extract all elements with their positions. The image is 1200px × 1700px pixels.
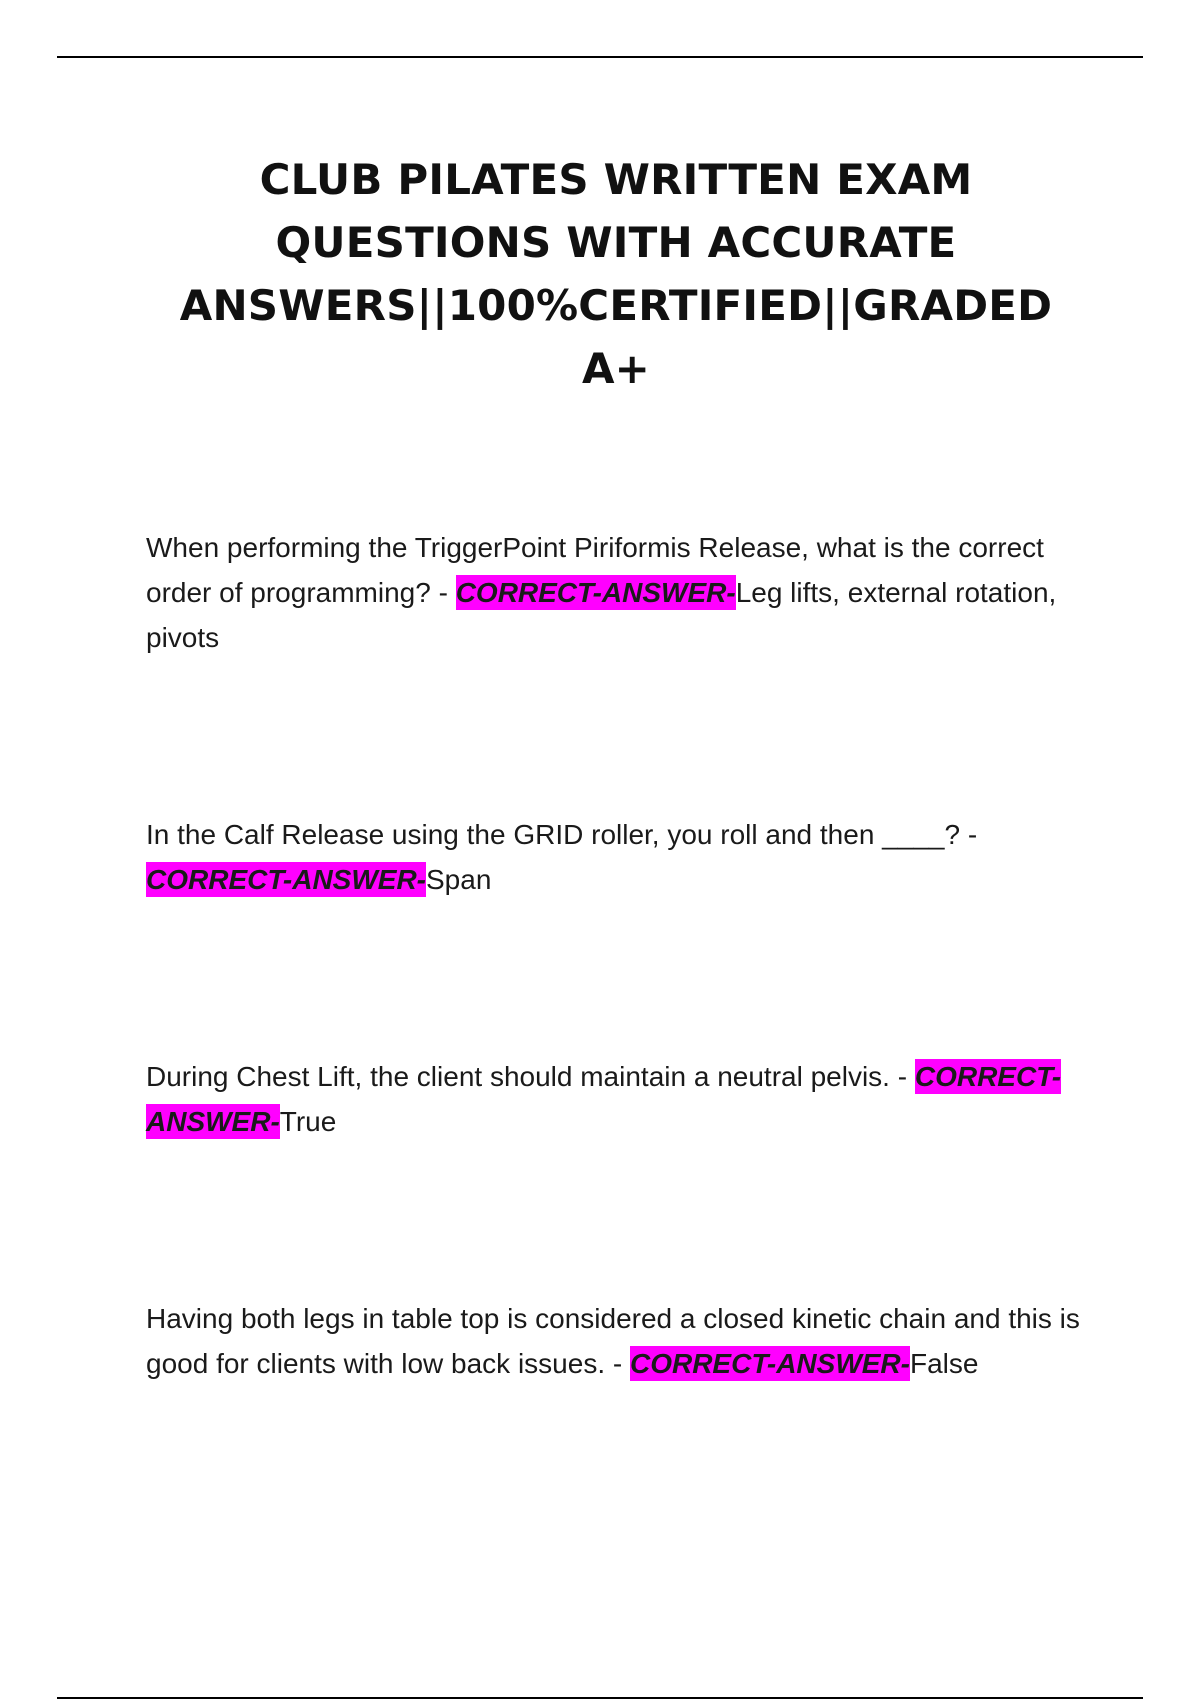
title-line-3: ANSWERS||100%CERTIFIED||GRADED xyxy=(179,281,1053,330)
correct-answer-tag: CORRECT-ANSWER- xyxy=(629,1348,910,1379)
question-text: In the Calf Release using the GRID roller, you roll and then ____? - xyxy=(146,819,978,850)
correct-answer-tag: CORRECT-ANSWER- xyxy=(146,864,426,895)
answer-text: True xyxy=(279,1106,337,1137)
bottom-divider xyxy=(57,1697,1143,1699)
question-item-1 xyxy=(146,525,1086,660)
correct-answer-tag: CORRECT-ANSWER- xyxy=(146,1061,1062,1137)
title-line-4: A+ xyxy=(581,344,651,393)
title-line-2: QUESTIONS WITH ACCURATE xyxy=(275,218,957,267)
question-item-3 xyxy=(146,1054,1086,1144)
question-text: Having both legs in table top is considered a closed kinetic chain and this is good for clients with low back issues. - xyxy=(146,1303,1080,1379)
correct-answer-tag: CORRECT-ANSWER- xyxy=(455,577,736,608)
answer-text: Span xyxy=(426,864,492,895)
document-title xyxy=(120,148,1112,400)
question-text: When performing the TriggerPoint Piriformis Release, what is the correct order of programming? - xyxy=(146,532,1044,608)
answer-text: Leg lifts, external rotation, pivots xyxy=(146,577,1057,653)
answer-text: False xyxy=(909,1348,979,1379)
question-text: During Chest Lift, the client should maintain a neutral pelvis. - xyxy=(146,1061,915,1092)
question-item-4 xyxy=(146,1296,1086,1386)
title-line-1: CLUB PILATES WRITTEN EXAM xyxy=(259,155,973,204)
question-item-2 xyxy=(146,812,1086,902)
top-divider xyxy=(57,56,1143,58)
